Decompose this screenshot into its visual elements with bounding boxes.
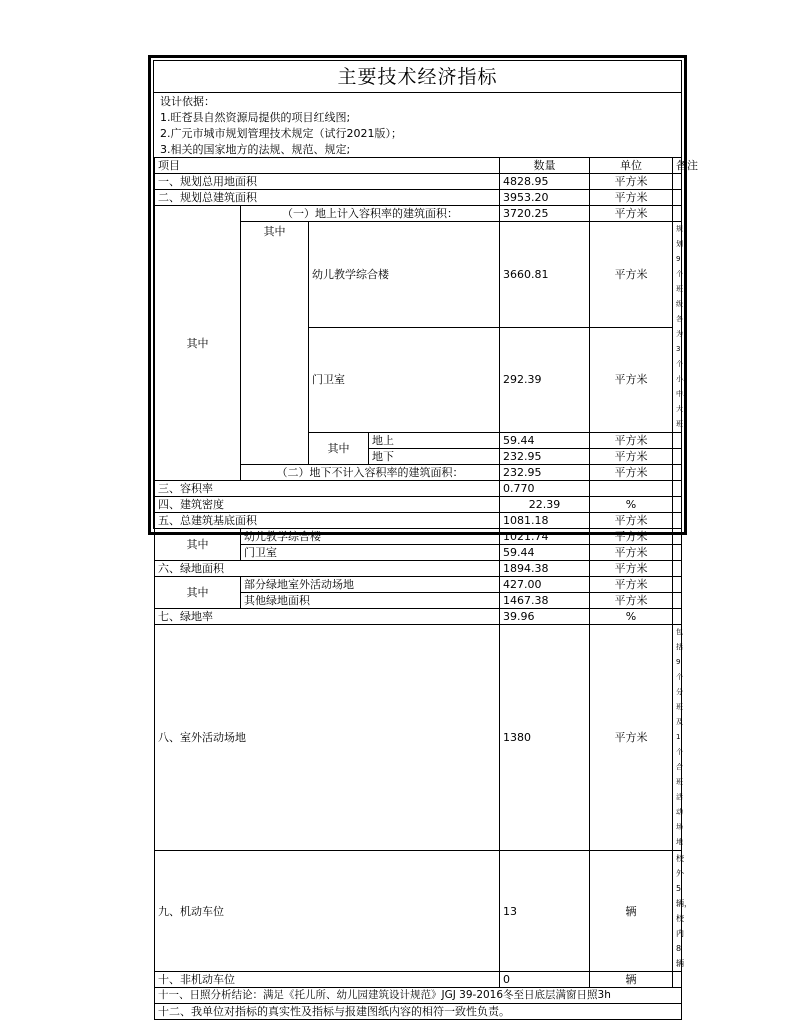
row-label: 幼儿教学综合楼 [241, 529, 500, 545]
table-row [155, 190, 682, 206]
row-unit: 辆 [590, 972, 673, 988]
row-note [673, 609, 682, 625]
row-qty: 1380 [500, 625, 590, 851]
row-qty: 22.39 [500, 497, 590, 513]
responsibility-statement: 十二、我单位对指标的真实性及指标与报建图纸内容的相符一致性负责。 [155, 1004, 682, 1020]
row-unit: 平方米 [590, 206, 673, 222]
header-qty: 数量 [500, 158, 590, 174]
row-unit: 平方米 [590, 190, 673, 206]
row-label: 门卫室 [309, 327, 500, 433]
row-qty: 0.770 [500, 481, 590, 497]
table-row [155, 174, 682, 190]
sunlight-conclusion: 十一、日照分析结论：满足《托儿所、幼儿园建筑设计规范》JGJ 39-2016冬至日底层满窗日照3h [155, 988, 682, 1004]
row-qty: 1467.38 [500, 593, 590, 609]
row-unit: 平方米 [590, 625, 673, 851]
row-note [673, 206, 682, 222]
row-note [673, 513, 682, 529]
row-note [673, 972, 682, 988]
row-unit: 平方米 [590, 433, 673, 449]
row-unit: 平方米 [590, 561, 673, 577]
row-note [673, 577, 682, 593]
row-unit: 平方米 [590, 513, 673, 529]
row-label: 八、室外活动场地 [155, 625, 500, 851]
row-label: 其他绿地面积 [241, 593, 500, 609]
row-qty: 232.95 [500, 465, 590, 481]
row-label: 门卫室 [241, 545, 500, 561]
row-qty: 0 [500, 972, 590, 988]
header-note: 备注 [673, 158, 682, 174]
row-qty: 59.44 [500, 433, 590, 449]
basis-item-3: 3.相关的国家地方的法规、规范、规定; [160, 143, 351, 156]
row-note [673, 529, 682, 545]
sub-group-label: 其中 [241, 222, 309, 465]
row-note [673, 174, 682, 190]
row-note [673, 433, 682, 449]
row-qty: 59.44 [500, 545, 590, 561]
row-unit: 平方米 [590, 327, 673, 433]
row-qty: 232.95 [500, 449, 590, 465]
row-note: 校外5辆，校内8辆 [673, 851, 682, 972]
table-row [155, 851, 682, 972]
table-row [155, 1004, 682, 1020]
row-unit: 平方米 [590, 545, 673, 561]
table-row [155, 497, 682, 513]
table-row [155, 529, 682, 545]
header-item: 项目 [155, 158, 500, 174]
row-unit [590, 481, 673, 497]
indicator-sheet [153, 60, 699, 1018]
row-note [673, 449, 682, 465]
row-qty: 3660.81 [500, 222, 590, 328]
table-row [155, 481, 682, 497]
row-note: 规划9个班级 各为3个小、中、大班 [673, 222, 682, 433]
basis-heading: 设计依据： [160, 95, 215, 108]
row-note: 包括9个分班及1个合班 活动场地 [673, 625, 682, 851]
table-header-row [155, 158, 682, 174]
row-note [673, 545, 682, 561]
header-unit: 单位 [590, 158, 673, 174]
row-label: 四、建筑密度 [155, 497, 500, 513]
sheet-title: 主要技术经济指标 [154, 61, 681, 93]
row-label: 地下 [369, 449, 500, 465]
row-label: 七、绿地率 [155, 609, 500, 625]
row-note [673, 190, 682, 206]
table-row [155, 988, 682, 1004]
basis-item-1: 1.旺苍县自然资源局提供的项目红线图; [160, 111, 351, 124]
row-unit: % [590, 609, 673, 625]
row-qty: 1894.38 [500, 561, 590, 577]
row-label: 幼儿教学综合楼 [309, 222, 500, 328]
table-row [155, 625, 682, 851]
row-note [673, 593, 682, 609]
row-label: 五、总建筑基底面积 [155, 513, 500, 529]
inner-group-label: 其中 [309, 433, 369, 465]
table-row [155, 206, 682, 222]
row-unit: 平方米 [590, 529, 673, 545]
row-label: 六、绿地面积 [155, 561, 500, 577]
table-row [155, 561, 682, 577]
row-unit: 平方米 [590, 449, 673, 465]
row-unit: 辆 [590, 851, 673, 972]
table-row [155, 972, 682, 988]
basis-item-2: 2.广元市城市规划管理技术规定（试行2021版）； [160, 127, 402, 140]
group-label: 其中 [155, 529, 241, 561]
row-unit: 平方米 [590, 593, 673, 609]
table-row [155, 609, 682, 625]
row-qty: 3953.20 [500, 190, 590, 206]
row-qty: 13 [500, 851, 590, 972]
row-unit: 平方米 [590, 577, 673, 593]
row-qty: 4828.95 [500, 174, 590, 190]
row-label: 部分绿地室外活动场地 [241, 577, 500, 593]
row-qty: 427.00 [500, 577, 590, 593]
row-unit: 平方米 [590, 222, 673, 328]
row-qty: 39.96 [500, 609, 590, 625]
row-note [673, 497, 682, 513]
row-note [673, 481, 682, 497]
row-qty: 1021.74 [500, 529, 590, 545]
row-qty: 3720.25 [500, 206, 590, 222]
row-label: （一）地上计入容积率的建筑面积： [241, 206, 500, 222]
row-qty: 1081.18 [500, 513, 590, 529]
row-label: 十、非机动车位 [155, 972, 500, 988]
row-label: 一、规划总用地面积 [155, 174, 500, 190]
row-label: 地上 [369, 433, 500, 449]
group-label: 其中 [155, 577, 241, 609]
row-label: 三、容积率 [155, 481, 500, 497]
row-qty: 292.39 [500, 327, 590, 433]
row-label: 二、规划总建筑面积 [155, 190, 500, 206]
table-row [155, 513, 682, 529]
row-note [673, 465, 682, 481]
table-row [155, 577, 682, 593]
row-label: （二）地下不计入容积率的建筑面积： [241, 465, 500, 481]
row-unit: 平方米 [590, 174, 673, 190]
row-note [673, 561, 682, 577]
row-label: 九、机动车位 [155, 851, 500, 972]
group-label: 其中 [155, 206, 241, 481]
row-unit: % [590, 497, 673, 513]
indicator-table [154, 157, 699, 1020]
row-unit: 平方米 [590, 465, 673, 481]
